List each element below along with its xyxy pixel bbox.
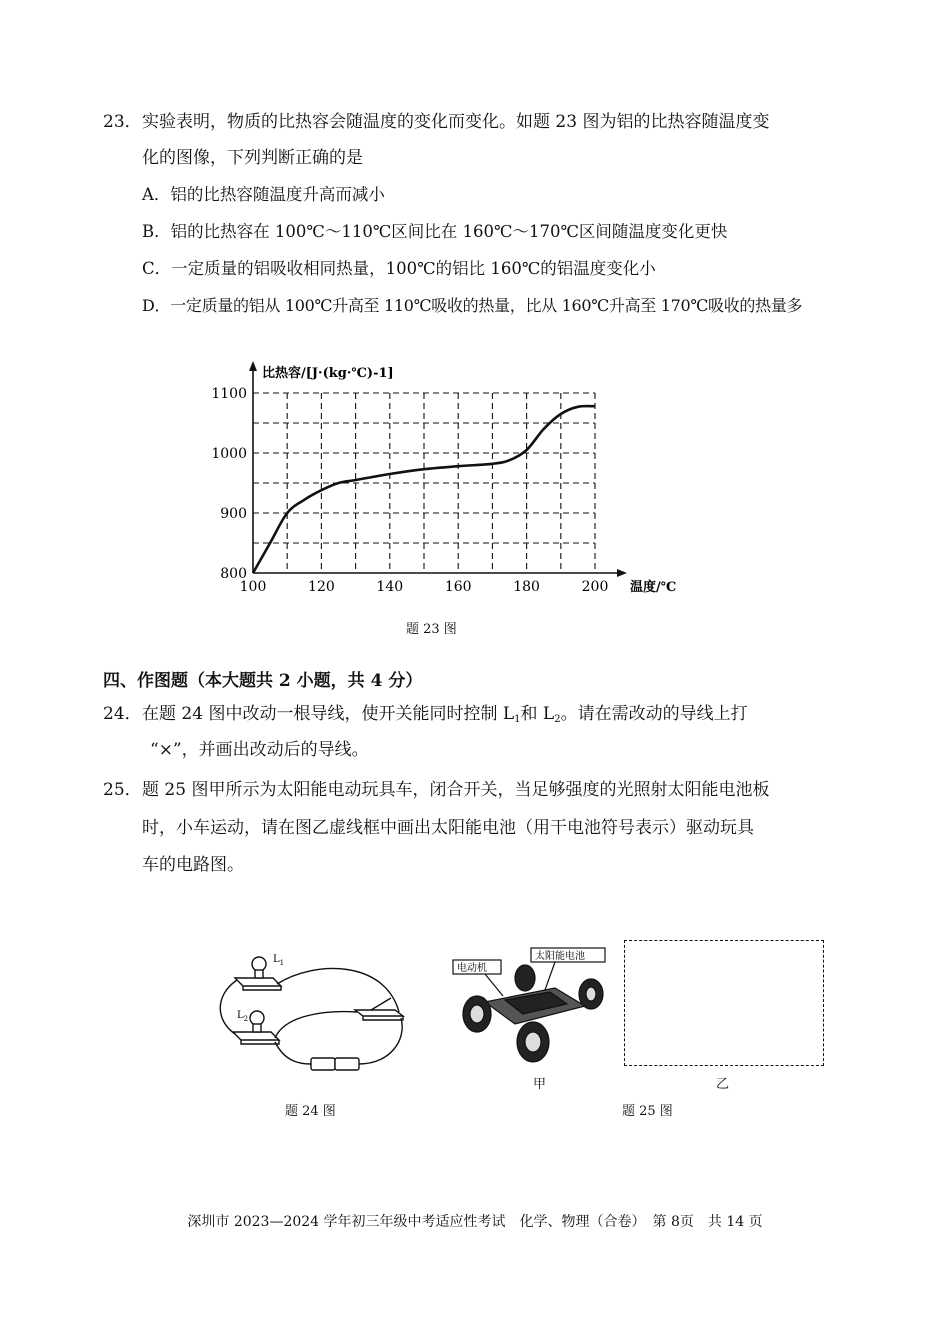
y-tick-label: 1100 [211,386,247,402]
q25-number: 25． [103,780,142,800]
label-yi: 乙 [716,1077,730,1092]
q23-option-b: B．铝的比热容在 100℃～110℃区间比在 160℃～170℃区间随温度变化更快 [142,222,728,241]
label-l2: $L_2$ [237,1010,249,1023]
q23-number: 23． [103,112,142,132]
x-axis-label: 温度/℃ [630,580,677,595]
q23-stem-line1: 实验表明，物质的比热容会随温度的变化而变化。如题 23 图为铝的比热容随温度变 [142,112,770,132]
q23-figure-caption: 题 23 图 [406,622,457,637]
q24-number: 24． [103,704,142,724]
specific-heat-chart [200,355,700,605]
y-tick-label: 800 [220,566,247,582]
section4-title: 四、作图题（本大题共 2 小题，共 4 分） [103,671,423,691]
q23-option-a: A．铝的比热容随温度升高而减小 [142,185,385,204]
q24-stem-line2: “×”，并画出改动后的导线。 [150,740,369,760]
label-jia: 甲 [533,1077,547,1092]
y-tick-label: 1000 [211,446,247,462]
x-tick-label: 100 [239,579,267,595]
page-footer: 深圳市 2023—2024 学年初三年级中考适应性考试 化学、物理（合卷） 第 8页 共 14 页 [187,1214,763,1230]
label-l1: $L_1$ [273,954,285,967]
x-tick-label: 120 [308,579,335,595]
answer-dashed-box[interactable] [624,940,824,1066]
x-tick-label: 200 [581,579,609,595]
label-motor: 电动机 [457,963,487,974]
x-tick-label: 140 [376,579,404,595]
label-solar-cell: 太阳能电池 [535,951,585,962]
x-axis-arrow [617,569,627,577]
x-tick-label: 180 [513,579,540,595]
q23-option-d: D．一定质量的铝从 100℃升高至 110℃吸收的热量，比从 160℃升高至 170℃吸收的热量多 [142,296,803,315]
x-tick-label: 160 [444,579,472,595]
q25-figure-caption: 题 25 图 [622,1104,673,1119]
y-axis-label: 比热容/[J·(kg·℃)-1] [262,366,394,381]
solar-car-figure [445,940,615,1070]
q23-option-c: C．一定质量的铝吸收相同热量，100℃的铝比 160℃的铝温度变化小 [142,259,656,278]
y-tick-label: 900 [220,506,247,522]
q23-stem-line2: 化的图像，下列判断正确的是 [142,148,363,168]
y-axis-arrow [249,361,257,371]
q25-stem-line2: 时，小车运动，请在图乙虚线框中画出太阳能电池（用干电池符号表示）驱动玩具 [142,818,754,838]
q24-figure-caption: 题 24 图 [285,1104,336,1119]
q25-stem-line3: 车的电路图。 [142,855,244,875]
circuit-figure [215,940,415,1080]
q24-stem-line1: 在题 24 图中改动一根导线，使开关能同时控制 $L_1$和 $L_2$。请在需改动的导线上打 [142,704,748,725]
q25-stem-line1: 题 25 图甲所示为太阳能电动玩具车，闭合开关，当足够强度的光照射太阳能电池板 [142,780,770,800]
